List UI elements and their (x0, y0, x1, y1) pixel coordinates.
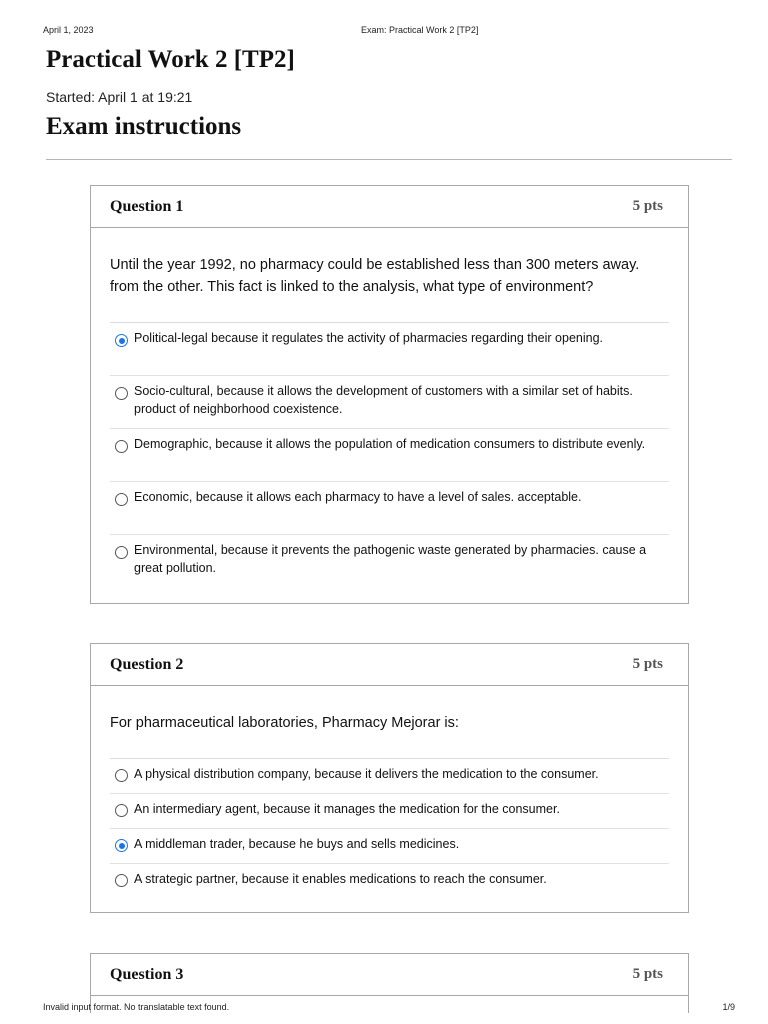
question-header (91, 186, 688, 228)
answer-option[interactable] (110, 794, 669, 829)
question-points: 5 pts (632, 966, 663, 982)
question-card-2 (90, 643, 689, 913)
page-title: Practical Work 2 [TP2] (46, 46, 295, 73)
radio-button[interactable] (115, 546, 128, 559)
answer-label: An intermediary agent, because it manages the medication for the consumer. (134, 802, 560, 816)
divider (46, 159, 732, 160)
answer-list (110, 322, 669, 588)
print-header (43, 25, 725, 37)
answer-list (110, 758, 669, 899)
answer-option[interactable] (110, 376, 669, 429)
answer-option[interactable] (110, 829, 669, 864)
question-points: 5 pts (632, 198, 663, 214)
section-title: Exam instructions (46, 113, 242, 140)
answer-option[interactable] (110, 482, 669, 535)
answer-label: Economic, because it allows each pharmacy to have a level of sales. acceptable. (134, 490, 582, 504)
answer-option[interactable] (110, 864, 669, 899)
started-timestamp: Started: April 1 at 19:21 (46, 89, 193, 105)
radio-button[interactable] (115, 493, 128, 506)
question-text: Until the year 1992, no pharmacy could be established less than 300 meters away. from the other. This fact is linked to the analysis, what type of environment? (110, 257, 640, 295)
answer-option[interactable] (110, 535, 669, 588)
question-text: For pharmaceutical laboratories, Pharmacy Mejorar is: (110, 715, 459, 731)
answer-label: Socio-cultural, because it allows the development of customers with a similar set of habits. product of neighborhood coexistence. (134, 384, 633, 416)
answer-option[interactable] (110, 429, 669, 482)
question-card-1 (90, 185, 689, 604)
print-title: Exam: Practical Work 2 [TP2] (361, 25, 479, 35)
question-title: Question 2 (110, 656, 184, 673)
radio-button[interactable] (115, 387, 128, 400)
answer-label: Political-legal because it regulates the activity of pharmacies regarding their opening. (134, 331, 604, 345)
question-points: 5 pts (632, 656, 663, 672)
question-header (91, 954, 688, 996)
print-date: April 1, 2023 (43, 25, 94, 35)
answer-option[interactable] (110, 323, 669, 376)
radio-button-checked[interactable] (115, 334, 128, 347)
question-title: Question 3 (110, 966, 184, 983)
answer-option[interactable] (110, 759, 669, 794)
radio-button[interactable] (115, 804, 128, 817)
question-header (91, 644, 688, 686)
answer-label: A middleman trader, because he buys and sells medicines. (134, 837, 460, 851)
radio-button[interactable] (115, 440, 128, 453)
answer-label: A strategic partner, because it enables medications to reach the consumer. (134, 872, 547, 886)
answer-label: Demographic, because it allows the population of medication consumers to distribute evenly. (134, 437, 646, 451)
question-title: Question 1 (110, 198, 184, 215)
answer-label: Environmental, because it prevents the pathogenic waste generated by pharmacies. cause a great pollution. (134, 543, 647, 575)
page-number: 1/9 (722, 1002, 735, 1012)
print-footer (43, 1002, 735, 1014)
footer-note: Invalid input format. No translatable text found. (43, 1002, 230, 1012)
answer-label: A physical distribution company, because it delivers the medication to the consumer. (134, 767, 599, 781)
radio-button[interactable] (115, 874, 128, 887)
radio-button-checked[interactable] (115, 839, 128, 852)
radio-button[interactable] (115, 769, 128, 782)
